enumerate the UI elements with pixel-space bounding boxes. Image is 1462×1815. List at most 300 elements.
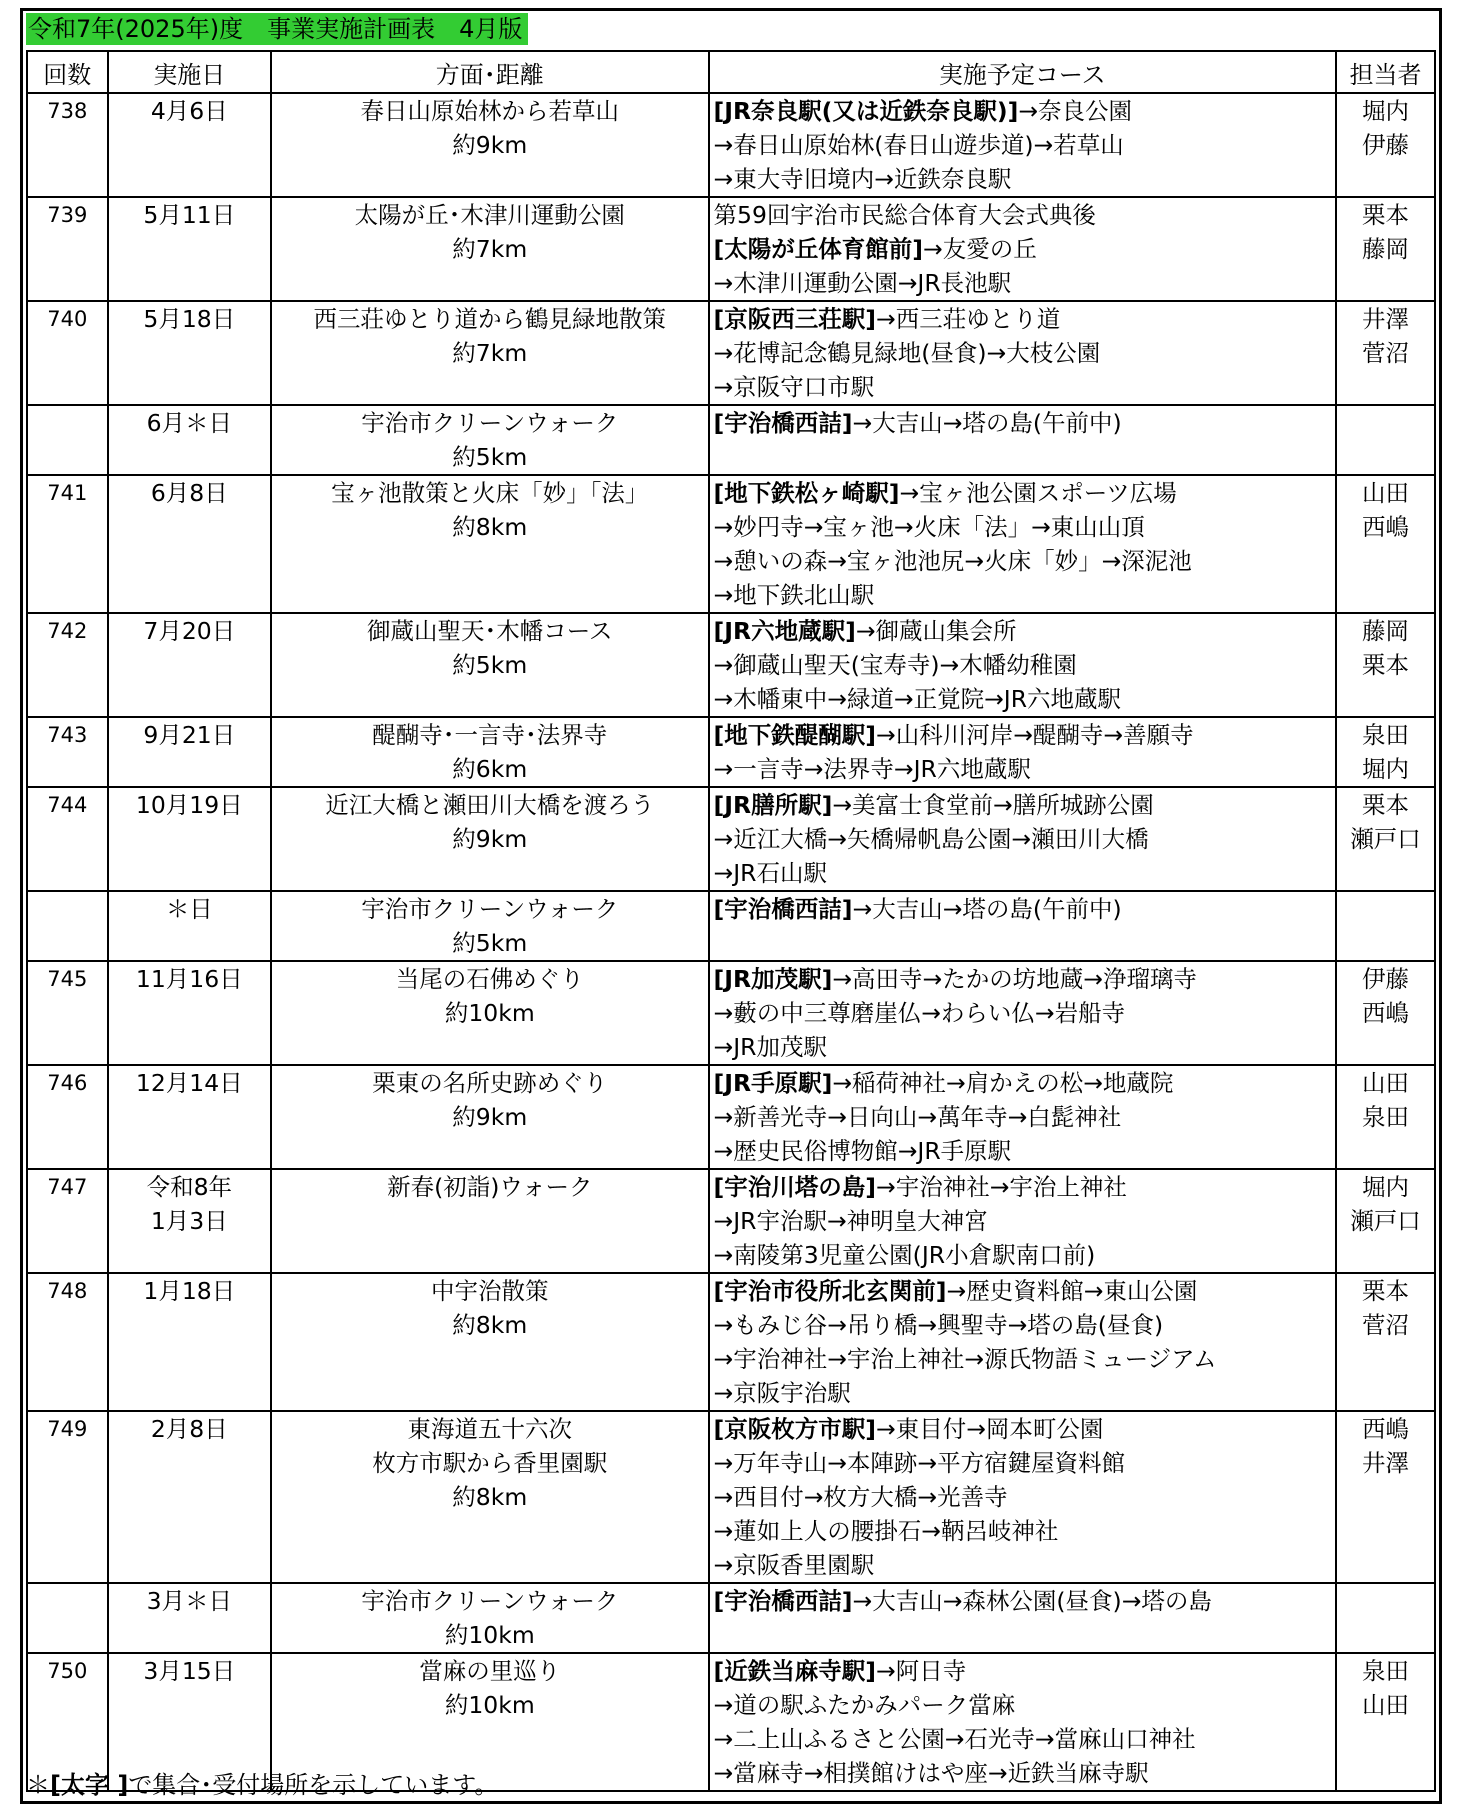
- header-staff: 担当者: [1336, 51, 1435, 93]
- row-staff: [1336, 475, 1435, 613]
- course-line: [714, 336, 1335, 370]
- staff-name: 山田: [1361, 479, 1409, 507]
- staff-name: 伊藤: [1361, 965, 1409, 993]
- date-line: 5月11日: [143, 201, 236, 229]
- course-segment: →JR加茂駅: [713, 1033, 827, 1061]
- course-segment: →大吉山→塔の島(午前中): [852, 895, 1122, 923]
- staff-name: 栗本: [1361, 1277, 1409, 1305]
- row-course: [709, 475, 1336, 613]
- staff-name: 藤岡: [1361, 235, 1409, 263]
- course-line: [714, 302, 1335, 336]
- row-staff: [1336, 1653, 1435, 1791]
- course-segment: →歴史民俗博物館→JR手原駅: [713, 1137, 1012, 1165]
- row-date: [108, 1583, 271, 1653]
- course-line: [714, 1412, 1335, 1446]
- row-number: [27, 1583, 108, 1653]
- row-number-text: 742: [47, 619, 88, 643]
- table-row: [27, 1169, 1435, 1273]
- direction-line: 約9km: [452, 1103, 528, 1131]
- course-line: [714, 1342, 1335, 1376]
- row-course: [709, 613, 1336, 717]
- course-segment: →木津川運動公園→JR長池駅: [713, 269, 1012, 297]
- course-line: [714, 682, 1335, 716]
- direction-line: 約7km: [452, 339, 528, 367]
- date-line: 1月18日: [143, 1277, 236, 1305]
- date-line: 2月8日: [150, 1415, 228, 1443]
- staff-name: 栗本: [1361, 651, 1409, 679]
- row-number: [27, 405, 108, 475]
- row-course: [709, 891, 1336, 961]
- course-segment: →二上山ふるさと公園→石光寺→當麻山口神社: [713, 1725, 1196, 1753]
- staff-name: 井澤: [1361, 305, 1409, 333]
- row-date: [108, 717, 271, 787]
- course-line: [714, 510, 1335, 544]
- row-staff: [1336, 1065, 1435, 1169]
- course-line: [714, 822, 1335, 856]
- row-staff: [1336, 1169, 1435, 1273]
- direction-line: 宝ヶ池散策と火床「妙」「法」: [331, 479, 649, 507]
- direction-line: 約8km: [452, 1311, 528, 1339]
- course-segment: →宇治神社→宇治上神社→源氏物語ミュージアム: [713, 1345, 1217, 1373]
- direction-line: 約9km: [452, 131, 528, 159]
- direction-line: 約8km: [452, 513, 528, 541]
- course-segment: →万年寺山→本陣跡→平方宿鍵屋資料館: [713, 1449, 1126, 1477]
- row-date: [108, 475, 271, 613]
- date-line: 10月19日: [135, 791, 243, 819]
- header-row: [27, 51, 1435, 93]
- direction-line: 宇治市クリーンウォーク: [361, 409, 619, 437]
- course-line: [714, 996, 1335, 1030]
- row-number-text: 738: [47, 99, 88, 123]
- row-number: [27, 891, 108, 961]
- course-segment: →稲荷神社→肩かえの松→地蔵院: [832, 1069, 1174, 1097]
- row-course: [709, 301, 1336, 405]
- meeting-place: [地下鉄松ヶ崎駅]: [713, 479, 900, 507]
- staff-name: 伊藤: [1361, 131, 1409, 159]
- row-course: [709, 1411, 1336, 1583]
- table-row: [27, 1583, 1435, 1653]
- row-direction: [271, 301, 708, 405]
- row-date: [108, 405, 271, 475]
- course-line: [714, 892, 1335, 926]
- row-date: [108, 891, 271, 961]
- direction-line: 東海道五十六次: [407, 1415, 573, 1443]
- row-number: [27, 1065, 108, 1169]
- course-segment: →京阪香里園駅: [713, 1551, 875, 1579]
- row-staff: [1336, 891, 1435, 961]
- direction-line: 栗東の名所史跡めぐり: [372, 1069, 608, 1097]
- course-line: [714, 1756, 1335, 1790]
- row-number-text: 745: [47, 967, 88, 991]
- table-row: [27, 475, 1435, 613]
- row-staff: [1336, 613, 1435, 717]
- row-direction: [271, 1169, 708, 1273]
- table-row: [27, 613, 1435, 717]
- course-line: [714, 370, 1335, 404]
- staff-name: 西嶋: [1361, 1415, 1409, 1443]
- staff-name: 栗本: [1361, 791, 1409, 819]
- meeting-place: [JR膳所駅]: [713, 791, 833, 819]
- table-row: [27, 961, 1435, 1065]
- direction-line: 当尾の石佛めぐり: [395, 965, 584, 993]
- row-date: [108, 1065, 271, 1169]
- row-staff: [1336, 717, 1435, 787]
- course-segment: →高田寺→たかの坊地蔵→浄瑠璃寺: [832, 965, 1197, 993]
- table-row: [27, 1065, 1435, 1169]
- table-row: [27, 787, 1435, 891]
- course-segment: →歴史資料館→東山公園: [946, 1277, 1198, 1305]
- staff-name: 菅沼: [1361, 339, 1409, 367]
- direction-line: 春日山原始林から若草山: [360, 97, 620, 125]
- row-date: [108, 301, 271, 405]
- course-segment: →美富士食堂前→膳所城跡公園: [832, 791, 1154, 819]
- row-staff: [1336, 1583, 1435, 1653]
- header-direction: 方面･距離: [271, 51, 708, 93]
- course-line: [714, 1100, 1335, 1134]
- staff-name: 泉田: [1361, 1657, 1409, 1685]
- course-segment: →友愛の丘: [923, 235, 1037, 263]
- row-number-text: 750: [47, 1659, 88, 1683]
- course-line: [714, 1480, 1335, 1514]
- table-row: [27, 405, 1435, 475]
- course-line: [714, 648, 1335, 682]
- row-date: [108, 197, 271, 301]
- table-row: [27, 301, 1435, 405]
- row-staff: [1336, 1411, 1435, 1583]
- course-segment: →御蔵山聖天(宝寿寺)→木幡幼稚園: [713, 651, 1077, 679]
- course-segment: →京阪守口市駅: [713, 373, 875, 401]
- date-line: 4月6日: [150, 97, 228, 125]
- course-segment: →西三荘ゆとり道: [876, 305, 1061, 333]
- course-line: [714, 94, 1335, 128]
- row-course: [709, 717, 1336, 787]
- row-direction: [271, 197, 708, 301]
- course-segment: →近江大橋→矢橋帰帆島公園→瀬田川大橋: [713, 825, 1149, 853]
- course-line: [714, 1654, 1335, 1688]
- course-segment: →阿日寺: [876, 1657, 967, 1685]
- course-line: [714, 1722, 1335, 1756]
- meeting-place: [宇治川塔の島]: [713, 1173, 876, 1201]
- direction-line: 醍醐寺･一言寺･法界寺: [372, 721, 608, 749]
- row-number-text: 746: [47, 1071, 88, 1095]
- row-direction: [271, 961, 708, 1065]
- staff-name: 栗本: [1361, 201, 1409, 229]
- course-line: [714, 1308, 1335, 1342]
- row-direction: [271, 1065, 708, 1169]
- row-number-text: 743: [47, 723, 88, 747]
- row-course: [709, 197, 1336, 301]
- direction-line: 約5km: [452, 929, 528, 957]
- course-line: [714, 162, 1335, 196]
- row-staff: [1336, 405, 1435, 475]
- row-number: [27, 1169, 108, 1273]
- date-line: 12月14日: [135, 1069, 243, 1097]
- date-line: 11月16日: [135, 965, 243, 993]
- row-number: [27, 961, 108, 1065]
- direction-line: 宇治市クリーンウォーク: [361, 1587, 619, 1615]
- row-date: [108, 787, 271, 891]
- date-line: 6月＊日: [146, 409, 233, 437]
- course-line: [714, 1514, 1335, 1548]
- course-line: [714, 1170, 1335, 1204]
- page-title: 令和7年(2025年)度 事業実施計画表 4月版: [26, 13, 528, 45]
- table-row: [27, 1411, 1435, 1583]
- course-line: [714, 1030, 1335, 1064]
- course-segment: →もみじ谷→吊り橋→興聖寺→塔の島(昼食): [713, 1311, 1164, 1339]
- course-line: [714, 1376, 1335, 1410]
- course-segment: →道の駅ふたかみパーク當麻: [713, 1691, 1016, 1719]
- course-segment: →當麻寺→相撲館けはや座→近鉄当麻寺駅: [713, 1759, 1149, 1787]
- direction-line: 新春(初詣)ウォーク: [387, 1173, 593, 1201]
- row-number-text: 749: [47, 1417, 88, 1441]
- row-staff: [1336, 197, 1435, 301]
- footer-bold: [太字 ]: [50, 1771, 129, 1799]
- row-date: [108, 1169, 271, 1273]
- course-line: [714, 1688, 1335, 1722]
- course-line: [714, 1584, 1335, 1618]
- direction-line: 約10km: [444, 1621, 535, 1649]
- row-date: [108, 613, 271, 717]
- course-line: [714, 544, 1335, 578]
- course-line: [714, 752, 1335, 786]
- header-num: 回数: [27, 51, 108, 93]
- direction-line: 宇治市クリーンウォーク: [361, 895, 619, 923]
- row-course: [709, 1065, 1336, 1169]
- staff-name: 堀内: [1361, 97, 1409, 125]
- direction-line: 約5km: [452, 443, 528, 471]
- direction-line: 約6km: [452, 755, 528, 783]
- header-date: 実施日: [108, 51, 271, 93]
- meeting-place: [宇治市役所北玄関前]: [713, 1277, 947, 1305]
- course-segment: →蓮如上人の腰掛石→鞆呂岐神社: [713, 1517, 1059, 1545]
- staff-name: 山田: [1361, 1069, 1409, 1097]
- course-segment: →JR石山駅: [713, 859, 827, 887]
- table-row: [27, 197, 1435, 301]
- course-line: [714, 614, 1335, 648]
- row-direction: [271, 717, 708, 787]
- staff-name: 井澤: [1361, 1449, 1409, 1477]
- course-line: [714, 962, 1335, 996]
- table-body: [27, 93, 1435, 1791]
- date-line: 3月＊日: [146, 1587, 233, 1615]
- direction-line: 枚方市駅から香里園駅: [372, 1449, 608, 1477]
- meeting-place: [宇治橋西詰]: [713, 1587, 853, 1615]
- direction-line: 約8km: [452, 1483, 528, 1511]
- row-number-text: 739: [47, 203, 88, 227]
- meeting-place: [JR加茂駅]: [713, 965, 833, 993]
- staff-name: 藤岡: [1361, 617, 1409, 645]
- date-line: 7月20日: [143, 617, 236, 645]
- row-staff: [1336, 301, 1435, 405]
- course-segment: →京阪宇治駅: [713, 1379, 851, 1407]
- course-segment: →大吉山→塔の島(午前中): [852, 409, 1122, 437]
- direction-line: 當麻の里巡り: [419, 1657, 561, 1685]
- direction-line: 近江大橋と瀬田川大橋を渡ろう: [325, 791, 655, 819]
- direction-line: 約7km: [452, 235, 528, 263]
- course-line: [714, 1238, 1335, 1272]
- direction-line: 西三荘ゆとり道から鶴見緑地散策: [313, 305, 667, 333]
- date-line: 9月21日: [143, 721, 236, 749]
- row-number: [27, 475, 108, 613]
- date-line: 令和8年: [146, 1173, 233, 1201]
- row-number-text: 747: [47, 1175, 88, 1199]
- course-segment: →宇治神社→宇治上神社: [876, 1173, 1127, 1201]
- header-course: 実施予定コース: [709, 51, 1336, 93]
- date-line: 5月18日: [143, 305, 236, 333]
- course-segment: →JR宇治駅→神明皇大神宮: [713, 1207, 988, 1235]
- date-line: 3月15日: [143, 1657, 236, 1685]
- staff-name: 泉田: [1361, 1103, 1409, 1131]
- staff-name: 堀内: [1361, 1173, 1409, 1201]
- course-segment: →地下鉄北山駅: [713, 581, 875, 609]
- row-number-text: 748: [47, 1279, 88, 1303]
- course-segment: →春日山原始林(春日山遊歩道)→若草山: [713, 131, 1124, 159]
- row-course: [709, 93, 1336, 197]
- row-number-text: 744: [47, 793, 88, 817]
- row-direction: [271, 405, 708, 475]
- row-number: [27, 1411, 108, 1583]
- course-line: [714, 788, 1335, 822]
- row-course: [709, 1169, 1336, 1273]
- direction-line: 約9km: [452, 825, 528, 853]
- footer-text: で集合･受付場所を示しています。: [128, 1771, 499, 1799]
- row-direction: [271, 475, 708, 613]
- row-course: [709, 787, 1336, 891]
- course-segment: →宝ヶ池公園スポーツ広場: [899, 479, 1177, 507]
- course-line: [714, 1066, 1335, 1100]
- meeting-place: [JR手原駅]: [713, 1069, 833, 1097]
- row-staff: [1336, 787, 1435, 891]
- table-row: [27, 891, 1435, 961]
- meeting-place: [JR六地蔵駅]: [713, 617, 856, 645]
- row-direction: [271, 613, 708, 717]
- row-number-text: 741: [47, 481, 88, 505]
- row-direction: [271, 1583, 708, 1653]
- row-number: [27, 301, 108, 405]
- course-segment: →妙円寺→宝ヶ池→火床「法」→東山山頂: [713, 513, 1145, 541]
- course-line: [714, 232, 1335, 266]
- course-segment: →新善光寺→日向山→萬年寺→白髭神社: [713, 1103, 1122, 1131]
- schedule-table: [26, 50, 1436, 1792]
- meeting-place: [京阪西三荘駅]: [713, 305, 876, 333]
- course-segment: →憩いの森→宝ヶ池池尻→火床「妙」→深泥池: [713, 547, 1192, 575]
- row-number: [27, 787, 108, 891]
- course-segment: →山科川河岸→醍醐寺→善願寺: [876, 721, 1194, 749]
- direction-line: 約10km: [444, 999, 535, 1027]
- meeting-place: [宇治橋西詰]: [713, 409, 853, 437]
- course-segment: →奈良公園: [1018, 97, 1133, 125]
- row-course: [709, 1273, 1336, 1411]
- course-line: [714, 128, 1335, 162]
- meeting-place: [京阪枚方市駅]: [713, 1415, 876, 1443]
- date-line: 1月3日: [150, 1207, 228, 1235]
- course-segment: →東目付→岡本町公園: [876, 1415, 1104, 1443]
- row-date: [108, 1411, 271, 1583]
- row-staff: [1336, 93, 1435, 197]
- row-direction: [271, 787, 708, 891]
- direction-line: 中宇治散策: [431, 1277, 549, 1305]
- footer-note: [26, 1770, 498, 1800]
- direction-line: 約10km: [444, 1691, 535, 1719]
- course-segment: →藪の中三尊磨崖仏→わらい仏→岩船寺: [713, 999, 1126, 1027]
- row-number-text: 740: [47, 307, 88, 331]
- course-segment: →大吉山→森林公園(昼食)→塔の島: [852, 1587, 1212, 1615]
- staff-name: 瀬戸口: [1350, 825, 1421, 853]
- course-line: [714, 1548, 1335, 1582]
- row-direction: [271, 891, 708, 961]
- course-segment: →西目付→枚方大橋→光善寺: [713, 1483, 1008, 1511]
- course-segment: →花博記念鶴見緑地(昼食)→大枝公園: [713, 339, 1101, 367]
- row-number: [27, 197, 108, 301]
- direction-line: 太陽が丘･木津川運動公園: [354, 201, 625, 229]
- row-number: [27, 1273, 108, 1411]
- course-segment: →木幡東中→緑道→正覚院→JR六地蔵駅: [713, 685, 1122, 713]
- meeting-place: [地下鉄醍醐駅]: [713, 721, 876, 749]
- row-course: [709, 1583, 1336, 1653]
- row-staff: [1336, 961, 1435, 1065]
- date-line: ＊日: [165, 895, 213, 923]
- course-line: [714, 1274, 1335, 1308]
- staff-name: 泉田: [1361, 721, 1409, 749]
- course-line: [714, 406, 1335, 440]
- meeting-place: [太陽が丘体育館前]: [713, 235, 923, 263]
- course-line: [714, 1446, 1335, 1480]
- course-segment: →御蔵山集会所: [855, 617, 1017, 645]
- course-segment: →一言寺→法界寺→JR六地蔵駅: [713, 755, 1031, 783]
- row-course: [709, 961, 1336, 1065]
- course-note: 第59回宇治市民総合体育大会式典後: [713, 201, 1096, 229]
- direction-line: 約5km: [452, 651, 528, 679]
- row-course: [709, 1653, 1336, 1791]
- footer-prefix: ＊: [26, 1771, 50, 1799]
- row-direction: [271, 1273, 708, 1411]
- meeting-place: [JR奈良駅(又は近鉄奈良駅)]: [713, 97, 1019, 125]
- course-line: [714, 856, 1335, 890]
- course-segment: →南陵第3児童公園(JR小倉駅南口前): [713, 1241, 1096, 1269]
- row-direction: [271, 93, 708, 197]
- meeting-place: [近鉄当麻寺駅]: [713, 1657, 876, 1685]
- staff-name: 西嶋: [1361, 513, 1409, 541]
- date-line: 6月8日: [150, 479, 228, 507]
- meeting-place: [宇治橋西詰]: [713, 895, 853, 923]
- course-line: [714, 1134, 1335, 1168]
- course-line: [714, 266, 1335, 300]
- course-line: [714, 578, 1335, 612]
- course-line: [714, 718, 1335, 752]
- staff-name: 菅沼: [1361, 1311, 1409, 1339]
- staff-name: 瀬戸口: [1350, 1207, 1421, 1235]
- course-segment: →東大寺旧境内→近鉄奈良駅: [713, 165, 1012, 193]
- table-row: [27, 717, 1435, 787]
- row-number: [27, 717, 108, 787]
- row-direction: [271, 1411, 708, 1583]
- staff-name: 西嶋: [1361, 999, 1409, 1027]
- row-date: [108, 961, 271, 1065]
- row-course: [709, 405, 1336, 475]
- row-date: [108, 93, 271, 197]
- staff-name: 山田: [1361, 1691, 1409, 1719]
- row-staff: [1336, 1273, 1435, 1411]
- staff-name: 堀内: [1361, 755, 1409, 783]
- row-number: [27, 613, 108, 717]
- direction-line: 御蔵山聖天･木幡コース: [366, 617, 613, 645]
- row-number: [27, 93, 108, 197]
- course-line: [714, 476, 1335, 510]
- row-date: [108, 1273, 271, 1411]
- table-row: [27, 93, 1435, 197]
- table-row: [27, 1273, 1435, 1411]
- course-line: [714, 1204, 1335, 1238]
